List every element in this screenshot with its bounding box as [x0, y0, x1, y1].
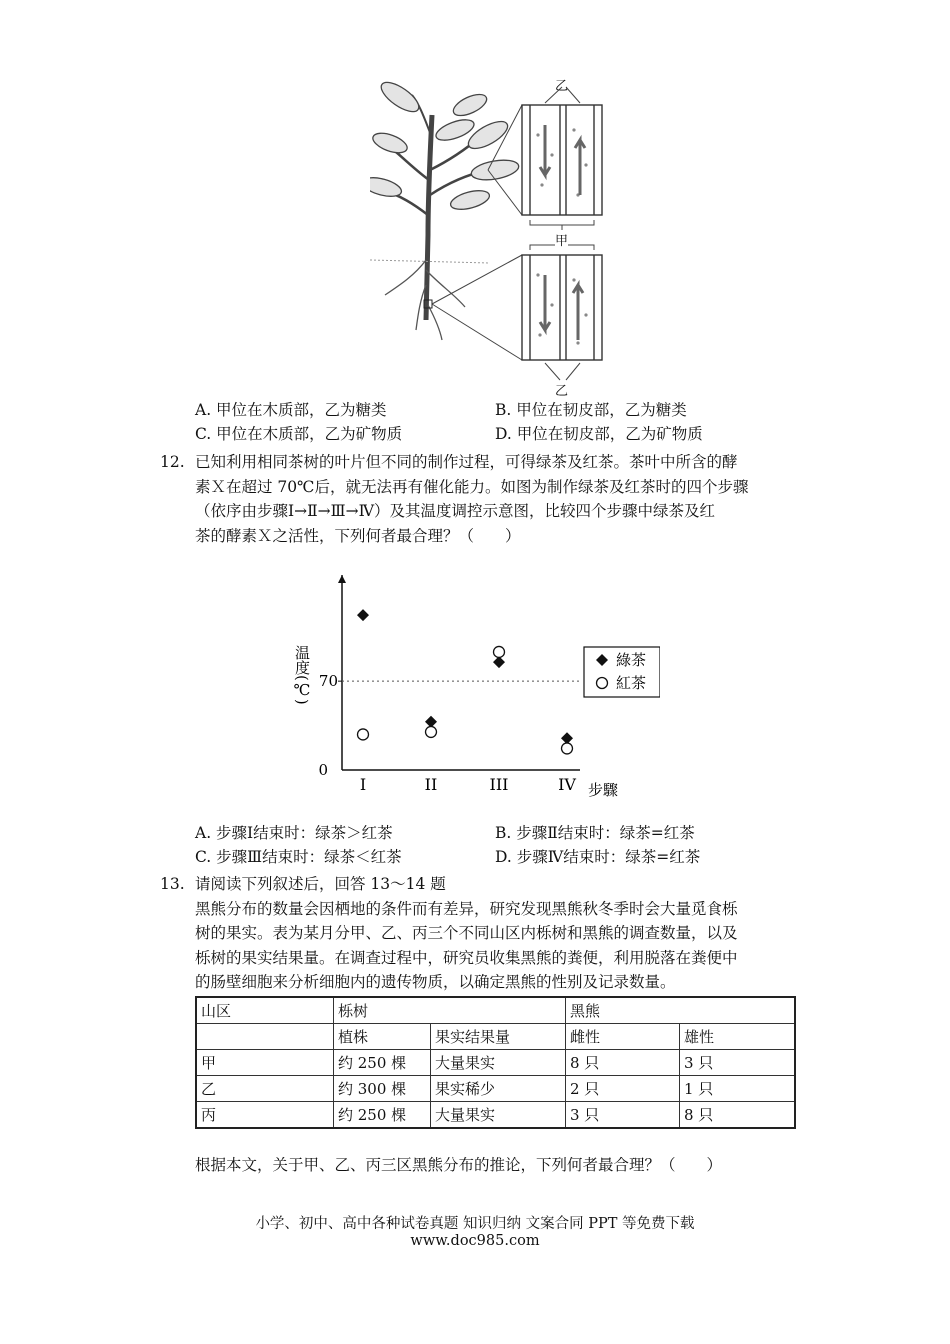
cell-female: 3 只	[566, 1102, 680, 1129]
q12-stem	[195, 450, 805, 548]
red-tea-point	[426, 726, 437, 737]
cell-plants: 约 250 棵	[334, 1050, 431, 1076]
legend-red-label: 紅茶	[616, 674, 647, 692]
header-male: 雄性	[680, 1024, 796, 1050]
label-yi-top: 乙	[555, 79, 569, 94]
q11-option-a: A. 甲位在木质部，乙为糖类	[195, 401, 387, 419]
cell-female: 2 只	[566, 1076, 680, 1102]
q11-option-b: B. 甲位在韧皮部，乙为糖类	[495, 401, 687, 419]
x-tick-label: III	[489, 775, 509, 794]
q13-number: 13.	[160, 875, 185, 893]
x-axis-label: 步驟	[588, 781, 619, 799]
cell-region: 丙	[196, 1102, 334, 1129]
x-tick-label: II	[424, 775, 438, 794]
cell-region: 甲	[196, 1050, 334, 1076]
cell-female: 8 只	[566, 1050, 680, 1076]
q13-line-3: 栎树的果实结果量。在调查过程中，研究员收集黑熊的粪便，利用脱落在粪便中	[195, 948, 738, 967]
label-jia: 甲	[555, 230, 568, 249]
legend-red-marker	[597, 678, 608, 689]
temperature-chart	[280, 565, 660, 805]
header-bear: 黑熊	[566, 997, 796, 1024]
footer-link[interactable]: www.doc985.com	[410, 1233, 540, 1249]
plant-vascular-figure	[370, 75, 620, 395]
q13-intro: 请阅读下列叙述后，回答 13～14 题	[195, 875, 446, 893]
q11-option-c: C. 甲位在木质部，乙为矿物质	[195, 425, 403, 443]
q13-stem	[195, 872, 805, 995]
table-header-row	[196, 997, 795, 1024]
red-tea-point	[562, 743, 573, 754]
q12-option-c: C. 步骤Ⅲ结束时：绿茶＜红茶	[195, 848, 402, 866]
chart-legend	[584, 647, 660, 697]
table-row	[196, 1102, 795, 1129]
x-tick-label: I	[359, 775, 367, 794]
cell-male: 1 只	[680, 1076, 796, 1102]
cell-fruit: 大量果实	[431, 1102, 566, 1129]
legend-green-label: 綠茶	[616, 651, 647, 669]
q11-option-d: D. 甲位在韧皮部，乙为矿物质	[495, 425, 703, 443]
cell-male: 8 只	[680, 1102, 796, 1129]
footer-line-1: 小学、初中、高中各种试卷真题 知识归纳 文案合同 PPT 等免费下载	[255, 1216, 695, 1232]
q12-line-2: 素Ｘ在超过 70℃后，就无法再有催化能力。如图为制作绿茶及红茶时的四个步骤	[195, 477, 749, 496]
q12-number: 12.	[160, 453, 185, 471]
q12-line-1: 已知利用相同茶树的叶片但不同的制作过程，可得绿茶及红茶。茶叶中所含的酵	[195, 453, 738, 471]
q13-question: 根据本文，关于甲、乙、丙三区黑熊分布的推论，下列何者最合理？（ ）	[195, 1156, 723, 1174]
q13-line-1: 黑熊分布的数量会因栖地的条件而有差异，研究发现黑熊秋冬季时会大量觅食栎	[195, 899, 738, 918]
header-empty	[196, 1024, 334, 1050]
chart-marks	[357, 609, 573, 754]
q13-line-4: 的肠壁细胞来分析细胞内的遗传物质，以确定黑熊的性别及记录数量。	[195, 973, 676, 991]
q12-line-4: 茶的酵素Ｘ之活性，下列何者最合理？（ ）	[195, 526, 521, 545]
cell-fruit: 果实稀少	[431, 1076, 566, 1102]
q12-option-d: D. 步骤Ⅳ结束时：绿茶=红茶	[495, 848, 701, 866]
table-row	[196, 1076, 795, 1102]
q13-line-2: 树的果实。表为某月分甲、乙、丙三个不同山区内栎树和黑熊的调查数量，以及	[195, 924, 738, 942]
chart-axes	[293, 575, 618, 799]
red-tea-point	[358, 729, 369, 740]
q12-line-3: （依序由步骤Ⅰ→Ⅱ→Ⅲ→Ⅳ）及其温度调控示意图，比较四个步骤中绿茶及红	[195, 502, 716, 520]
table-subheader-row	[196, 1024, 795, 1050]
q12-option-a: A. 步骤Ⅰ结束时：绿茶＞红茶	[195, 824, 393, 842]
q12-option-b: B. 步骤Ⅱ结束时：绿茶=红茶	[495, 824, 695, 842]
red-tea-point	[494, 646, 505, 657]
cell-region: 乙	[196, 1076, 334, 1102]
cell-male: 3 只	[680, 1050, 796, 1076]
y-tick-label: 70	[318, 672, 338, 691]
x-tick-label: IV	[558, 775, 576, 794]
header-oak: 栎树	[334, 997, 566, 1024]
y-axis-arrow	[338, 575, 346, 583]
cell-fruit: 大量果实	[431, 1050, 566, 1076]
header-region: 山区	[196, 997, 334, 1024]
cell-plants: 约 250 棵	[334, 1102, 431, 1129]
header-female: 雌性	[566, 1024, 680, 1050]
label-yi-bottom: 乙	[555, 384, 569, 399]
header-fruit: 果实结果量	[431, 1024, 566, 1050]
cell-plants: 约 300 棵	[334, 1076, 431, 1102]
header-plants: 植株	[334, 1024, 431, 1050]
bear-oak-survey-table	[195, 996, 796, 1129]
table-row	[196, 1050, 795, 1076]
y-tick-label: 0	[318, 761, 328, 779]
green-tea-point	[357, 609, 369, 621]
y-axis-label: 温度(℃)	[293, 645, 311, 705]
